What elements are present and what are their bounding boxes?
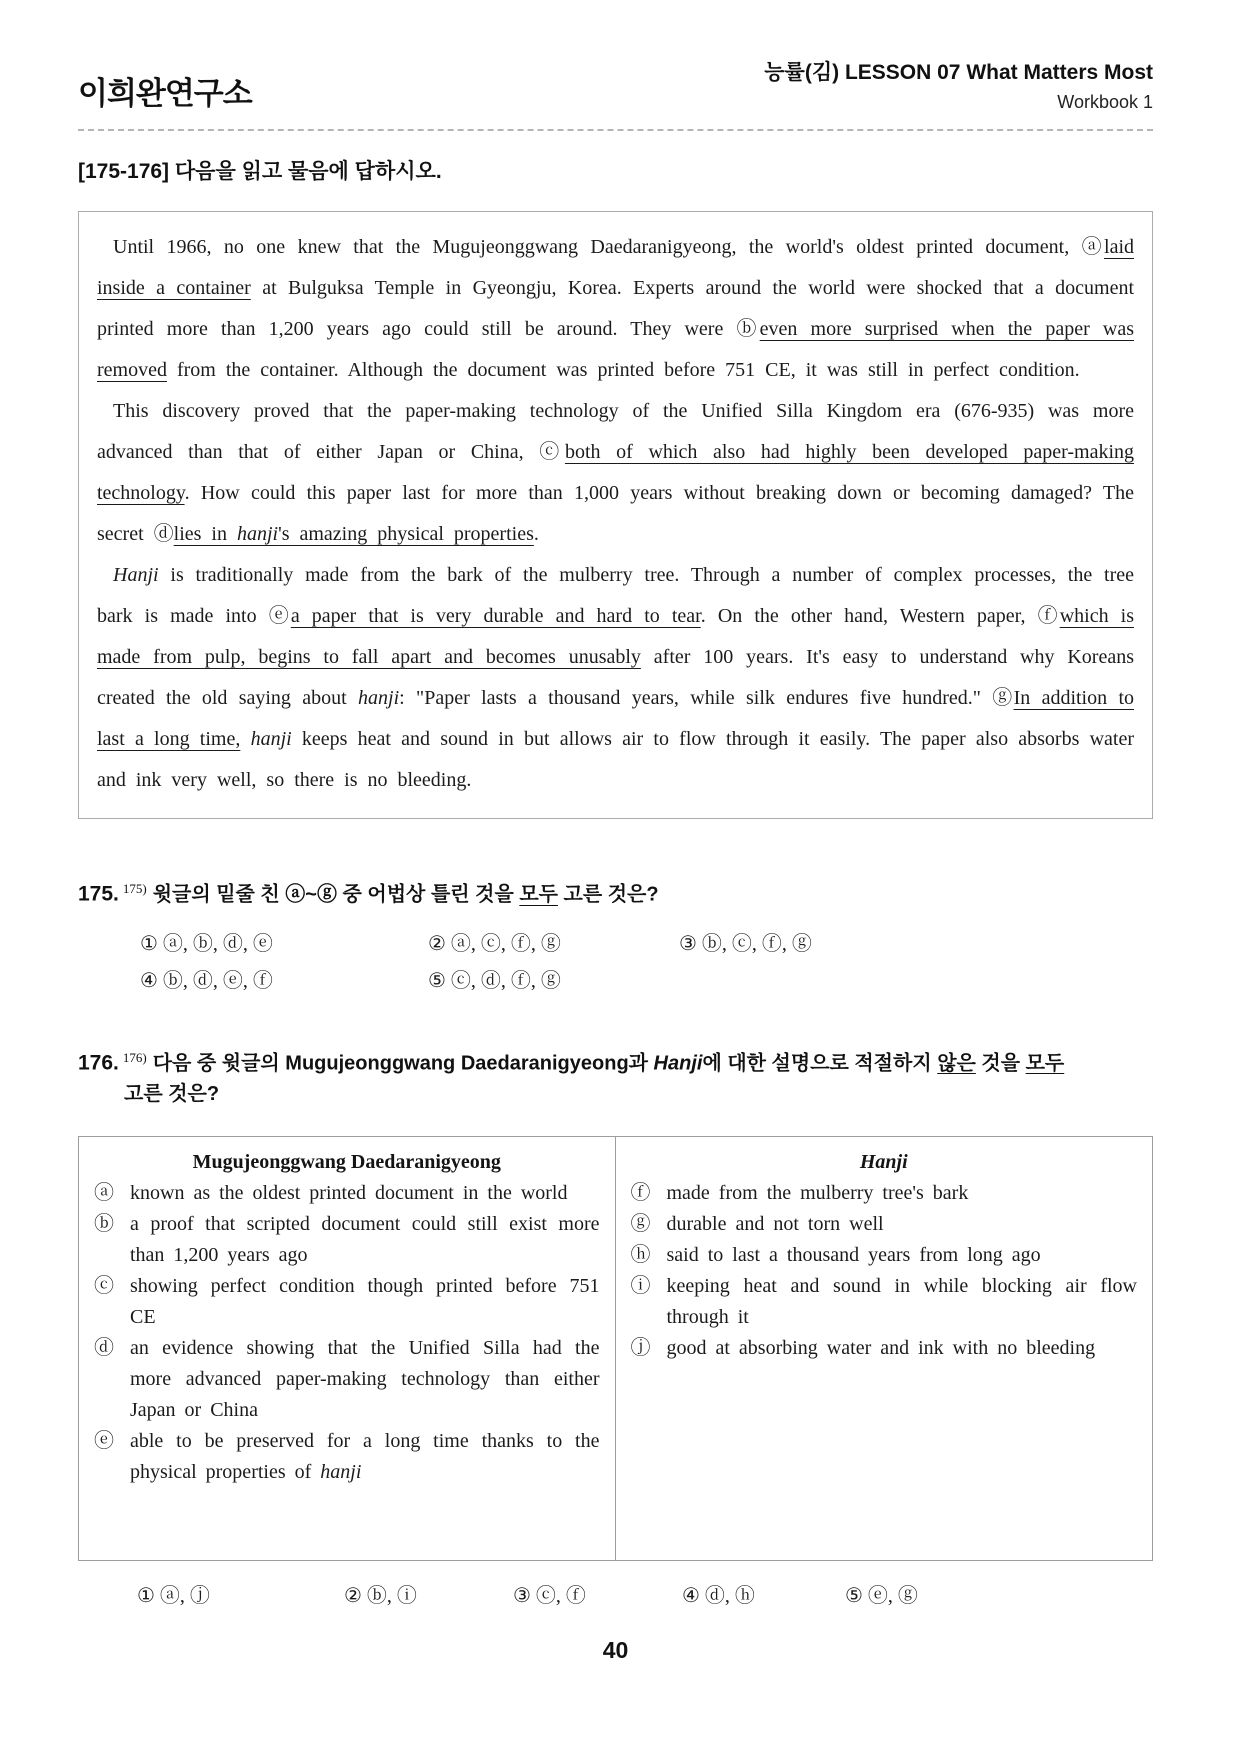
table-item-j: ⓙ good at absorbing water and ink with no bleeding (630, 1337, 1096, 1360)
question-176-options (78, 1581, 1153, 1611)
option-1: ① ⓐ, ⓙ (137, 1585, 210, 1608)
table-item-d: ⓓ an evidence showing that the Unified Silla had the more advanced paper-making technology than either Japan or China (94, 1337, 600, 1422)
page-number: 40 (602, 1637, 629, 1664)
table-item-h: ⓗ said to last a thousand years from long ago (630, 1244, 1041, 1267)
option-3: ③ ⓒ, ⓕ (513, 1585, 586, 1608)
option-4: ④ ⓓ, ⓗ (682, 1585, 755, 1608)
table-item-b: ⓑ a proof that scripted document could still exist more than 1,200 years ago (94, 1213, 600, 1267)
question-176-text (78, 1042, 1078, 1111)
question-stem: 다음 중 윗글의 Mugujeonggwang Daedaranigyeong과 Hanji에 대한 설명으로 적절하지 않은 것을 모두 고른 것은? (124, 1052, 1065, 1106)
section-instruction: [175-176] 다음을 읽고 물음에 답하시오. (78, 160, 442, 183)
question-175-options (78, 929, 1153, 996)
table-item-e: ⓔ able to be preserved for a long time thanks to the physical properties of hanji (94, 1430, 600, 1484)
publisher-logo: 이희완연구소 (78, 76, 252, 111)
table-item-g: ⓖ durable and not torn well (630, 1213, 884, 1236)
column-header: Hanji (859, 1151, 908, 1174)
header-right (764, 56, 1153, 113)
column-header: Mugujeonggwang Daedaranigyeong (192, 1151, 501, 1174)
question-number: 175. (78, 882, 119, 906)
option-1: ① ⓐ, ⓑ, ⓓ, ⓔ (140, 932, 273, 955)
option-4: ④ ⓑ, ⓓ, ⓔ, ⓕ (140, 969, 273, 992)
option-2: ② ⓐ, ⓒ, ⓕ, ⓖ (428, 932, 561, 955)
table-column-mugujeonggwang (79, 1137, 616, 1560)
table-item-a: ⓐ known as the oldest printed document in the world (94, 1182, 568, 1205)
passage-paragraph-2: This discovery proved that the paper-making technology of the Unified Silla Kingdom era (676-935) was more advanced than that of either Japan or China, ⓒboth of which also had highly been developed paper-making technology. How could this paper last for more than 1,000 years without breaking down or becoming damaged? The secret ⓓlies in hanji's amazing physical properties. (97, 400, 1135, 545)
option-5: ⑤ ⓔ, ⓖ (845, 1585, 918, 1608)
table-column-hanji (616, 1137, 1153, 1560)
passage-paragraph-1: Until 1966, no one knew that the Mugujeonggwang Daedaranigyeong, the world's oldest printed document, ⓐlaid inside a container at Bulguksa Temple in Gyeongju, Korea. Experts around the world were shocked that a document printed more than 1,200 years ago could still be around. They were ⓑeven more surprised when the paper was removed from the container. Although the document was printed before 751 CE, it was still in perfect condition. (97, 236, 1135, 381)
option-2: ② ⓑ, ⓘ (344, 1585, 417, 1608)
table-item-f: ⓕ made from the mulberry tree's bark (630, 1182, 969, 1205)
header-divider (78, 129, 1153, 131)
question-175 (78, 873, 1153, 996)
question-175-text (78, 873, 1153, 911)
question-stem: 윗글의 밑줄 친 ⓐ~ⓖ 중 어법상 틀린 것을 모두 고른 것은? (152, 883, 659, 906)
option-5: ⑤ ⓒ, ⓓ, ⓕ, ⓖ (428, 969, 561, 992)
workbook-page (78, 0, 1153, 1664)
reading-passage (78, 211, 1153, 819)
question-number: 176. (78, 1051, 119, 1075)
table-item-c: ⓒ showing perfect condition though printed before 751 CE (94, 1275, 600, 1329)
question-superscript: 176) (122, 1049, 147, 1065)
passage-paragraph-3: Hanji is traditionally made from the bark of the mulberry tree. Through a number of complex processes, the tree bark is made into ⓔa paper that is very durable and hard to tear. On the other hand, Western paper, ⓕwhich is made from pulp, begins to fall apart and becomes unusably after 100 years. It's easy to understand why Koreans created the old saying about hanji: "Paper lasts a thousand years, while silk endures five hundred." ⓖIn addition to last a long time, hanji keeps heat and sound in but allows air to flow through it easily. The paper also absorbs water and ink very well, so there is no bleeding. (97, 564, 1135, 791)
lesson-title: 능률(김) LESSON 07 What Matters Most (764, 61, 1153, 84)
question-176 (78, 1042, 1153, 1612)
table-item-i: ⓘ keeping heat and sound in while blocking air flow through it (630, 1275, 1137, 1329)
workbook-label: Workbook 1 (1057, 92, 1153, 112)
page-header (78, 0, 1153, 113)
question-superscript: 175) (122, 881, 147, 896)
option-3: ③ ⓑ, ⓒ, ⓕ, ⓖ (679, 932, 812, 955)
comparison-table (78, 1136, 1153, 1561)
